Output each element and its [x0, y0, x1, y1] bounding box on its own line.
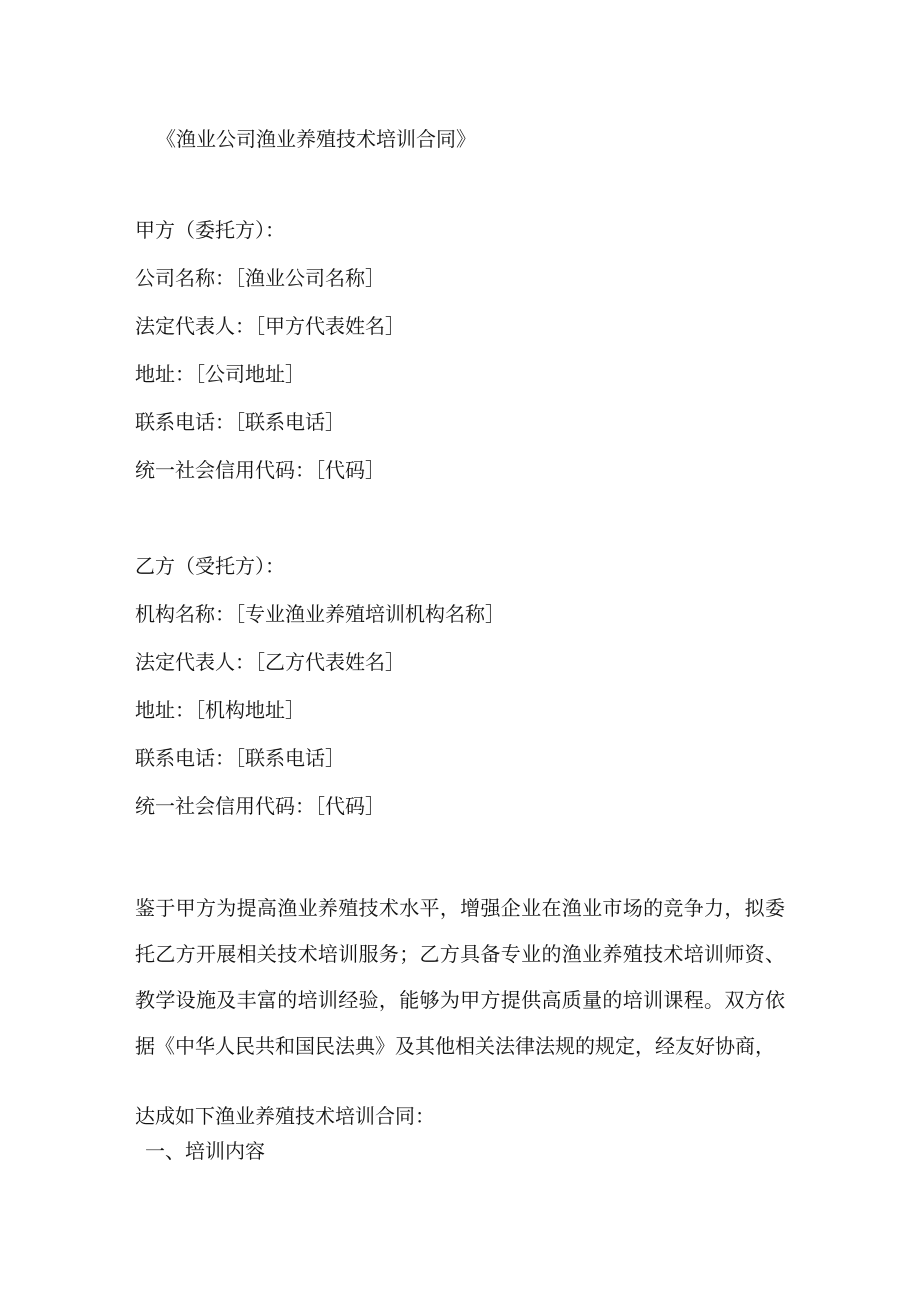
- party-a-company-name: 公司名称：［渔业公司名称］: [135, 266, 385, 290]
- party-b-phone: 联系电话：［联系电话］: [135, 746, 345, 770]
- party-b-heading: 乙方（受托方）：: [135, 554, 285, 578]
- document-title: 《渔业公司渔业养殖技术培训合同》: [156, 127, 476, 151]
- preamble-conclusion: 达成如下渔业养殖技术培训合同：: [135, 1104, 435, 1128]
- party-b-credit-code: 统一社会信用代码：［代码］: [135, 794, 385, 818]
- section-heading-training-content: 一、培训内容: [145, 1139, 265, 1163]
- party-a-heading: 甲方（委托方）：: [135, 218, 285, 242]
- party-a-phone: 联系电话：［联系电话］: [135, 410, 345, 434]
- party-b-address: 地址：［机构地址］: [135, 698, 305, 722]
- party-a-credit-code: 统一社会信用代码：［代码］: [135, 458, 385, 482]
- party-a-address: 地址：［公司地址］: [135, 362, 305, 386]
- party-a-legal-rep: 法定代表人：［甲方代表姓名］: [135, 314, 405, 338]
- party-b-legal-rep: 法定代表人：［乙方代表姓名］: [135, 650, 405, 674]
- preamble-paragraph: 鉴于甲方为提高渔业养殖技术水平，增强企业在渔业市场的竞争力，拟委托乙方开展相关技术培训服务；乙方具备专业的渔业养殖技术培训师资、教学设施及丰富的培训经验，能够为甲方提供高质量的培训课程。双方依据《中华人民共和国民法典》及其他相关法律法规的规定，经友好协商，: [135, 896, 785, 1058]
- party-b-org-name: 机构名称：［专业渔业养殖培训机构名称］: [135, 602, 505, 626]
